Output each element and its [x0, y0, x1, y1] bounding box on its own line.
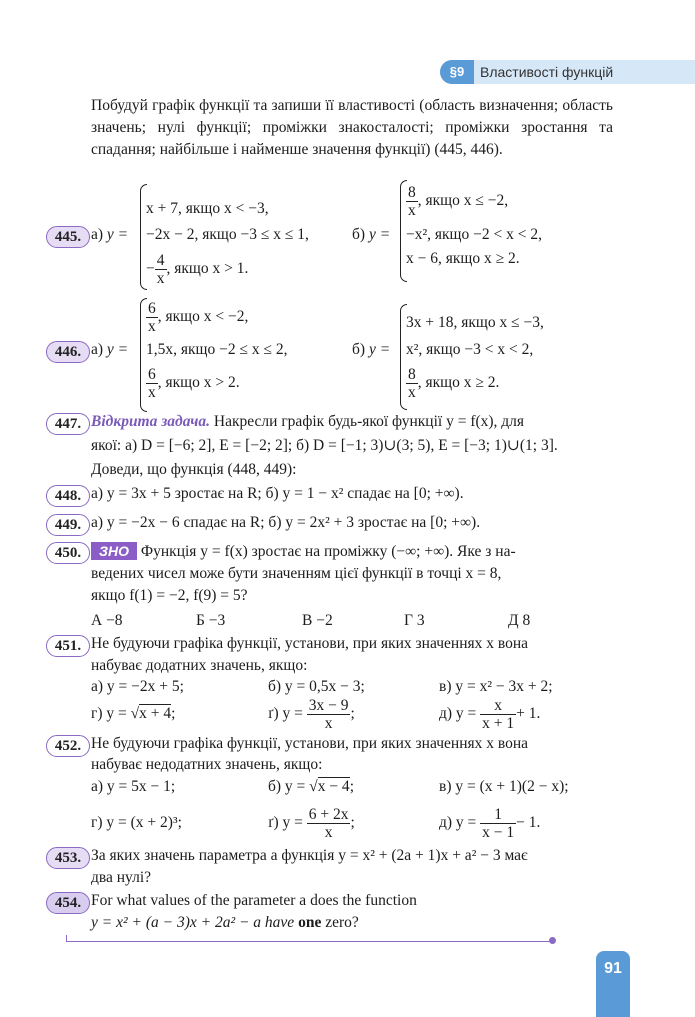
problem-number-454: 454. — [46, 892, 90, 914]
zno-badge: ЗНО — [91, 542, 137, 560]
text-451-2: набуває додатних значень, якщо: — [91, 657, 308, 674]
text-452-1: Не будуючи графіка функції, установи, при яких значеннях x вона — [91, 735, 529, 752]
text-453-2: два нулі? — [91, 869, 152, 886]
item-451-d: д) y = $\frac{x}{x + 1}$ + 1. — [439, 697, 541, 732]
label-445a: а) y = — [91, 226, 129, 243]
text-454-2: y = x² + (a − 3)x + 2a² − a have one zero? — [91, 914, 359, 931]
item-451-a: а) y = −2x + 5; — [91, 678, 184, 695]
problem-number-450: 450. — [46, 542, 90, 564]
option-g: Г 3 — [404, 612, 425, 629]
problem-number-448: 448. — [46, 485, 90, 507]
section-number: §9 — [440, 60, 474, 84]
text-447-1: Відкрита задача. Накресли графік будь-якої функції y = f(x), для — [91, 413, 525, 430]
bracket-line — [66, 935, 554, 942]
text-447-2: якої: а) D = [−6; 2], E = [−2; 2]; б) D = [−1; 3)∪(3; 5), E = [−3; 1)∪(1; 3]. — [91, 437, 558, 454]
item-452-b: б) y = √x − 4; — [268, 778, 354, 795]
problem-number-453: 453. — [46, 847, 90, 869]
item-452-gg: ґ) y = $\frac{6 + 2x}{x}$ ; — [268, 806, 355, 841]
prove-text: Доведи, що функція (448, 449): — [91, 461, 297, 478]
label-445b: б) y = — [352, 226, 391, 243]
case-446b-3: $\frac{8}{x}$ , якщо x ≥ 2. — [408, 366, 500, 401]
label-446b: б) y = — [352, 341, 391, 358]
bracket-dot — [549, 937, 556, 944]
case-445a-2: −2x − 2, якщо −3 ≤ x ≤ 1, — [146, 226, 309, 243]
problem-number-445: 445. — [46, 226, 90, 248]
case-445b-1: $\frac{8}{x}$ , якщо x ≤ −2, — [408, 184, 509, 219]
text-454-1: For what values of the parameter a does the function — [91, 892, 417, 909]
text-453-1: За яких значень параметра a функція y = x² + (2a + 1)x + a² − 3 має — [91, 847, 528, 864]
text-452-2: набуває недодатних значень, якщо: — [91, 756, 323, 773]
text-449: а) y = −2x − 6 спадає на R; б) y = 2x² + 3 зростає на [0; +∞). — [91, 514, 481, 531]
section-title: Властивості функцій — [480, 64, 614, 80]
item-452-v: в) y = (x + 1)(2 − x); — [439, 778, 569, 795]
problem-number-447: 447. — [46, 413, 90, 435]
item-451-gg: ґ) y = $\frac{3x - 9}{x}$ ; — [268, 697, 355, 732]
case-445b-3: x − 6, якщо x ≥ 2. — [406, 250, 520, 267]
option-v: В −2 — [302, 612, 333, 629]
option-a: А −8 — [91, 612, 123, 629]
item-452-a: а) y = 5x − 1; — [91, 778, 176, 795]
case-445b-2: −x², якщо −2 < x < 2, — [406, 226, 542, 243]
problem-number-446: 446. — [46, 341, 90, 363]
text-450-3: якщо f(1) = −2, f(9) = 5? — [91, 587, 248, 604]
case-446b-1: 3x + 18, якщо x ≤ −3, — [406, 314, 544, 331]
item-451-v: в) y = x² − 3x + 2; — [439, 678, 553, 695]
item-452-g: г) y = (x + 2)³; — [91, 814, 182, 831]
problem-number-449: 449. — [46, 514, 90, 536]
section-header — [440, 60, 695, 84]
text-450-1: ЗНО Функція y = f(x) зростає на проміжку (−∞; +∞). Яке з на- — [91, 542, 516, 561]
case-445a-1: x + 7, якщо x < −3, — [146, 200, 269, 217]
case-446a-3: $\frac{6}{x}$ , якщо x > 2. — [148, 366, 240, 401]
case-446a-1: $\frac{6}{x}$ , якщо x < −2, — [148, 300, 249, 335]
text-451-1: Не будуючи графіка функції, установи, при яких значеннях x вона — [91, 635, 529, 652]
option-d: Д 8 — [508, 612, 531, 629]
page-number: 91 — [596, 951, 630, 1017]
intro-text: Побудуй графік функції та запиши її властивості (область визначення; область значень; нулі функції; проміжки знакосталості; проміжки зростання та спадання; найбільше і найменше значення функції) (445, 446). — [91, 97, 613, 158]
problem-number-451: 451. — [46, 635, 90, 657]
text-448: а) y = 3x + 5 зростає на R; б) y = 1 − x² спадає на [0; +∞). — [91, 485, 464, 502]
problem-number-452: 452. — [46, 735, 90, 757]
item-451-b: б) y = 0,5x − 3; — [268, 678, 365, 695]
text-450-2: ведених чисел може бути значенням цієї функції в точці x = 8, — [91, 565, 502, 582]
label-446a: а) y = — [91, 341, 129, 358]
case-446b-2: x², якщо −3 < x < 2, — [406, 341, 534, 358]
option-b: Б −3 — [196, 612, 226, 629]
item-452-d: д) y = $\frac{1}{x - 1}$ − 1. — [439, 806, 541, 841]
item-451-g: г) y = √x + 4; — [91, 705, 176, 722]
case-446a-2: 1,5x, якщо −2 ≤ x ≤ 2, — [146, 341, 288, 358]
case-445a-3: − $\frac{4}{x}$ , якщо x > 1. — [146, 252, 249, 287]
